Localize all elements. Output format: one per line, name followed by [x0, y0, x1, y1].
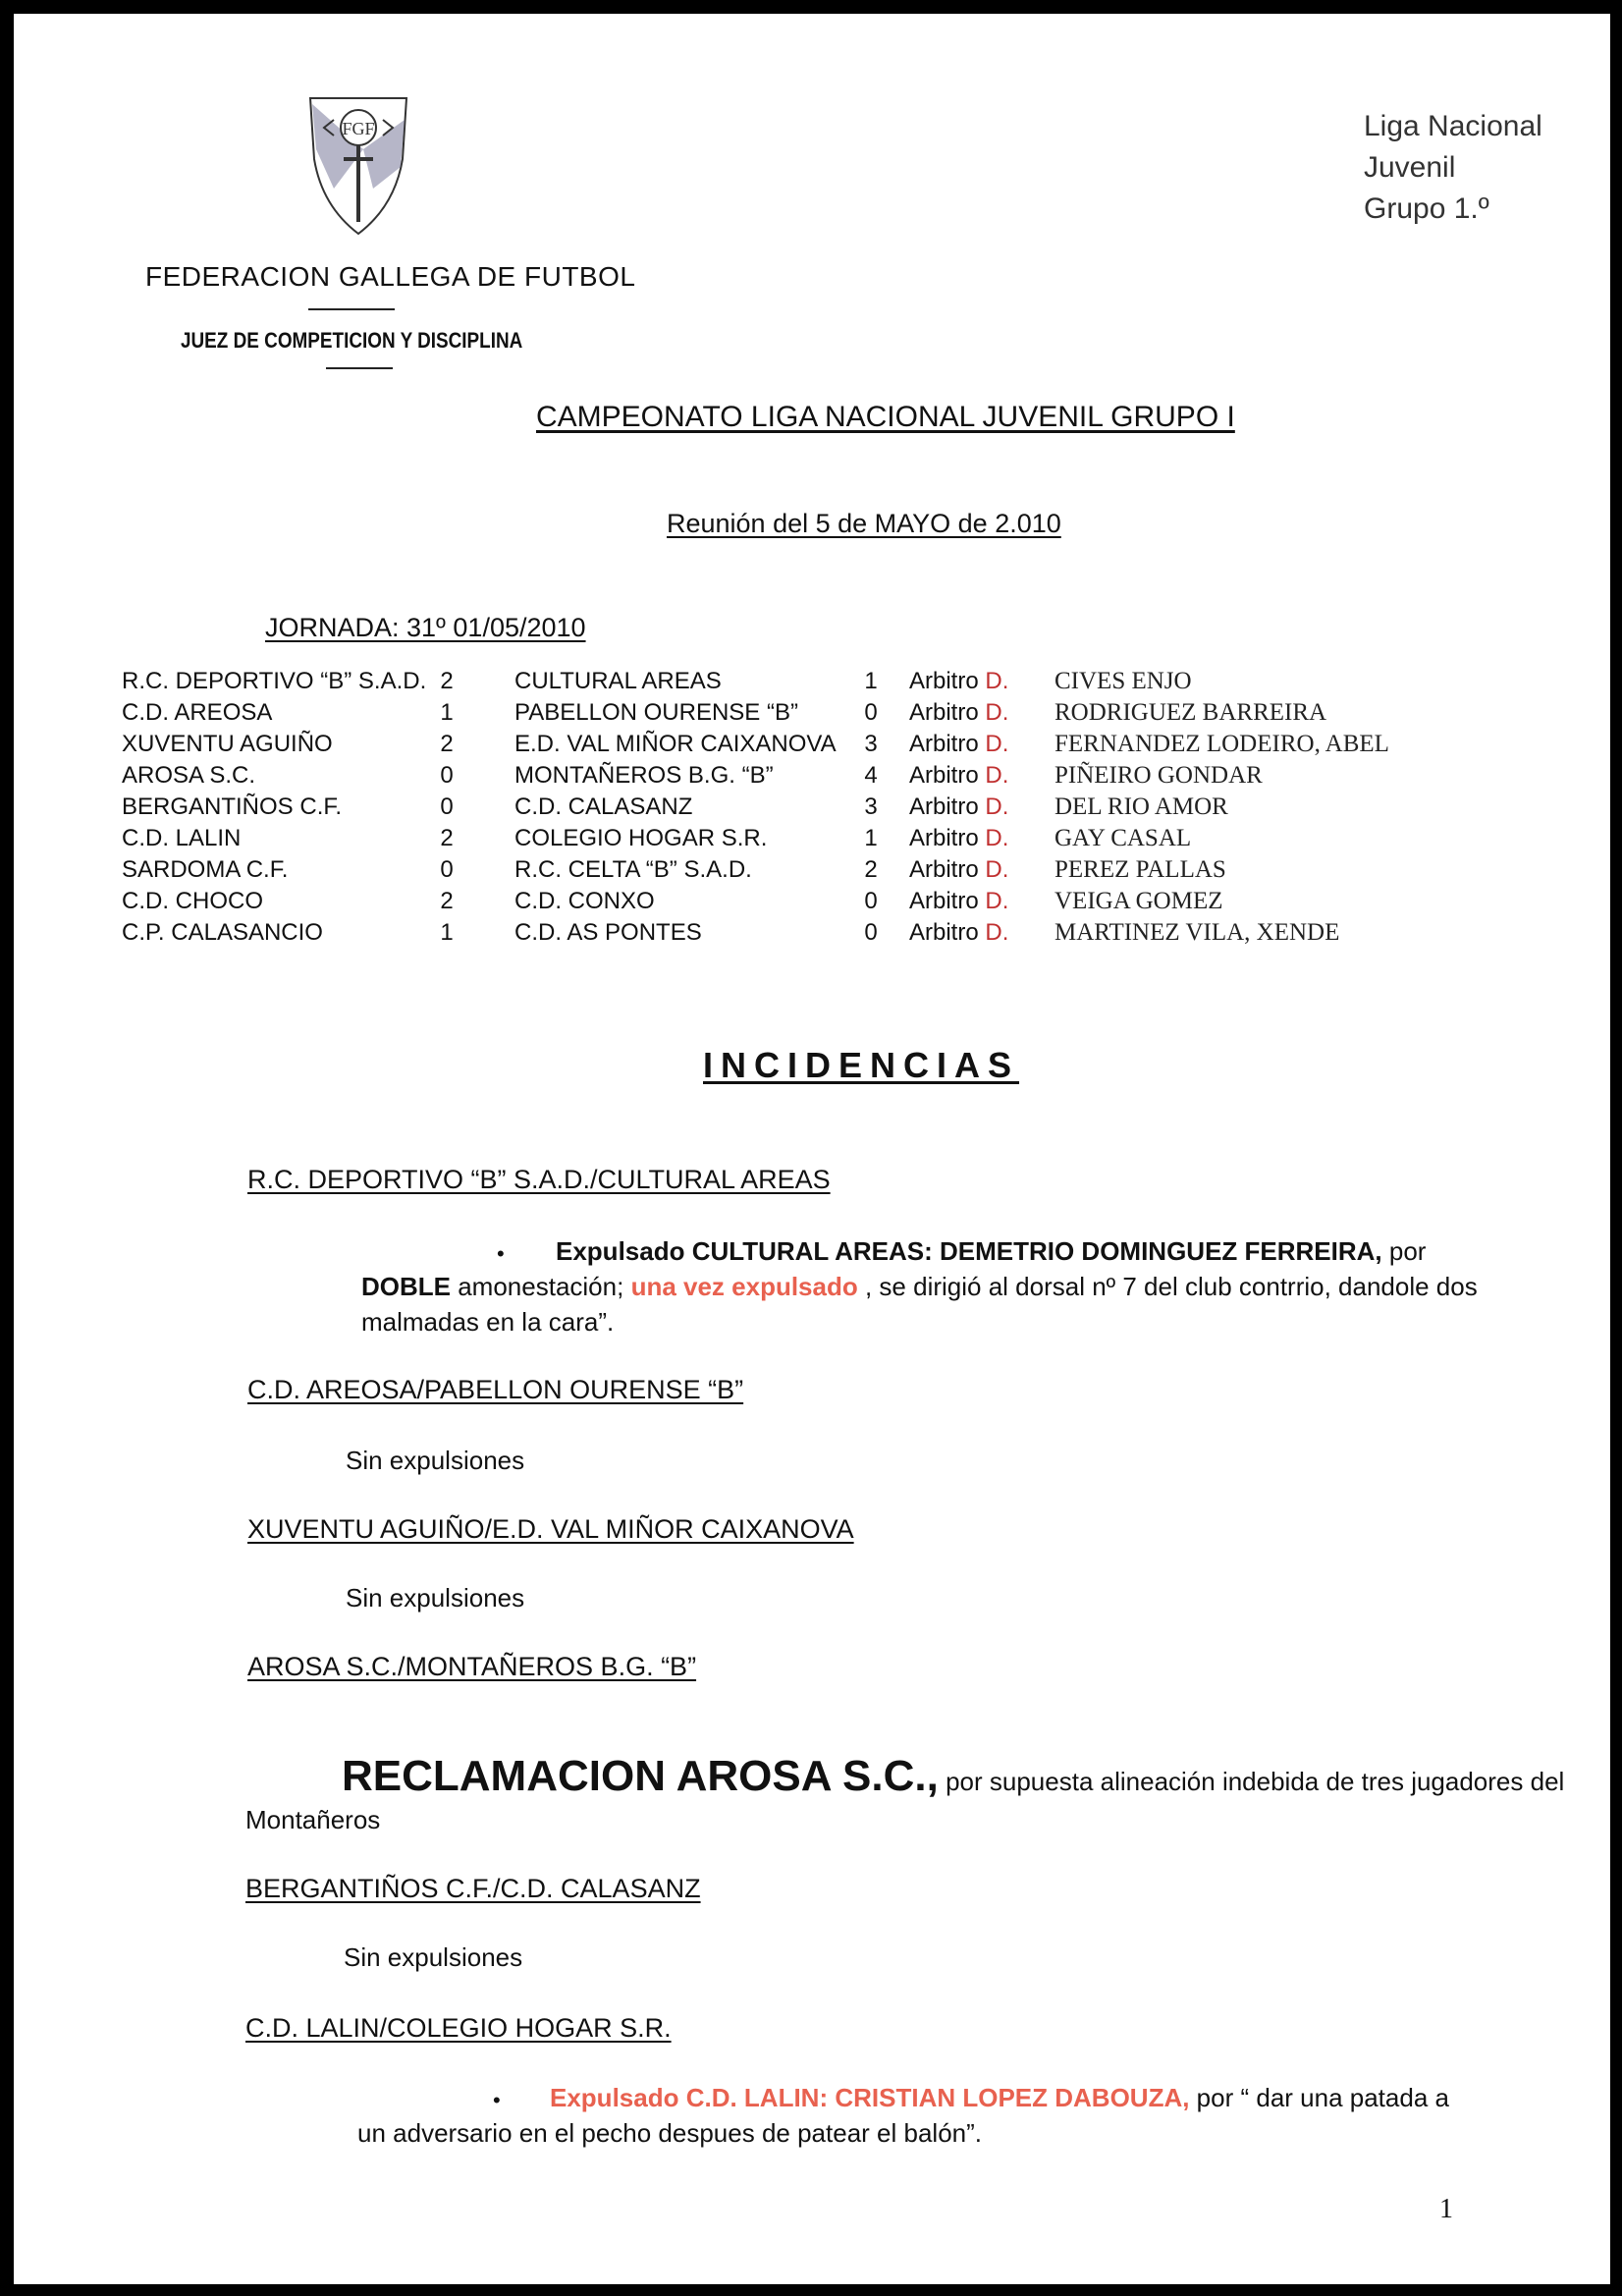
home-score: 0 — [440, 793, 454, 820]
away-team: R.C. CELTA “B” S.A.D. — [514, 856, 752, 883]
home-score: 0 — [440, 762, 454, 789]
referee-name: GAY CASAL — [1054, 825, 1192, 851]
jornada-heading: JORNADA: 31º 01/05/2010 — [265, 613, 586, 642]
referee-label: Arbitro D. — [909, 919, 1009, 946]
incident-text: por “ dar una patada a — [1189, 2083, 1449, 2112]
bullet: • — [497, 1241, 505, 1266]
away-team: C.D. AS PONTES — [514, 919, 702, 946]
no-expulsions-text: Sin expulsiones — [344, 1942, 523, 1972]
incident-line — [361, 1269, 1478, 1304]
no-expulsions-text: Sin expulsiones — [346, 1446, 525, 1475]
meeting-date: Reunión del 5 de MAYO de 2.010 — [667, 509, 1061, 538]
referee-name: PIÑEIRO GONDAR — [1054, 762, 1263, 789]
home-score: 2 — [440, 888, 454, 914]
referee-name: PEREZ PALLAS — [1054, 856, 1226, 883]
result-row — [14, 888, 1604, 919]
league-line: Liga Nacional — [1364, 110, 1542, 142]
incident-text: , se dirigió al dorsal nº 7 del club contrrio, dandole dos — [857, 1272, 1478, 1301]
referee-name: VEIGA GOMEZ — [1054, 888, 1223, 914]
league-line: Grupo 1.º — [1364, 192, 1489, 225]
referee-label: Arbitro D. — [909, 888, 1009, 914]
away-team: COLEGIO HOGAR S.R. — [514, 825, 768, 851]
result-row — [14, 668, 1604, 699]
document-title: CAMPEONATO LIGA NACIONAL JUVENIL GRUPO I — [536, 401, 1235, 433]
match-incident-title: AROSA S.C./MONTAÑEROS B.G. “B” — [247, 1652, 697, 1681]
home-team: SARDOMA C.F. — [122, 856, 289, 883]
league-line: Juvenil — [1364, 151, 1456, 184]
home-score: 2 — [440, 825, 454, 851]
expulsion-text: Expulsado C.D. LALIN: CRISTIAN LOPEZ DABOUZA, — [550, 2083, 1190, 2112]
home-score: 0 — [440, 856, 454, 883]
away-score: 1 — [864, 668, 878, 694]
home-score: 2 — [440, 668, 454, 694]
result-row — [14, 919, 1604, 951]
claim-line — [342, 1752, 1564, 1801]
away-score: 0 — [864, 919, 878, 946]
incident-line: malmadas en la cara”. — [361, 1307, 615, 1337]
referee-label: Arbitro D. — [909, 762, 1009, 789]
no-expulsions-text: Sin expulsiones — [346, 1583, 525, 1613]
home-team: C.D. AREOSA — [122, 699, 273, 726]
home-score: 1 — [440, 919, 454, 946]
home-team: BERGANTIÑOS C.F. — [122, 793, 343, 820]
federation-crest-logo — [304, 90, 412, 238]
page-number: 1 — [1439, 2194, 1453, 2224]
match-incident-title: R.C. DEPORTIVO “B” S.A.D./CULTURAL AREAS — [247, 1165, 831, 1194]
home-score: 2 — [440, 731, 454, 757]
away-score: 3 — [864, 793, 878, 820]
claim-text: Montañeros — [245, 1805, 381, 1834]
referee-label: Arbitro D. — [909, 699, 1009, 726]
away-score: 2 — [864, 856, 878, 883]
league-label — [1364, 106, 1599, 230]
referee-label: Arbitro D. — [909, 856, 1009, 883]
home-team: C.P. CALASANCIO — [122, 919, 323, 946]
home-team: R.C. DEPORTIVO “B” S.A.D. — [122, 668, 427, 694]
referee-name: FERNANDEZ LODEIRO, ABEL — [1054, 731, 1389, 757]
referee-name: RODRIGUEZ BARREIRA — [1054, 699, 1327, 726]
home-team: C.D. CHOCO — [122, 888, 263, 914]
match-incident-title: C.D. LALIN/COLEGIO HOGAR S.R. — [245, 2013, 672, 2043]
away-team: PABELLON OURENSE “B” — [514, 699, 798, 726]
expulsion-text: Expulsado CULTURAL AREAS: DEMETRIO DOMINGUEZ FERREIRA, — [556, 1236, 1382, 1266]
referee-label: Arbitro D. — [909, 825, 1009, 851]
away-score: 1 — [864, 825, 878, 851]
divider — [326, 367, 393, 369]
divider — [308, 308, 395, 310]
away-score: 4 — [864, 762, 878, 789]
referee-label: Arbitro D. — [909, 668, 1009, 694]
match-incident-title: BERGANTIÑOS C.F./C.D. CALASANZ — [245, 1874, 701, 1903]
match-incident-title: XUVENTU AGUIÑO/E.D. VAL MIÑOR CAIXANOVA — [247, 1514, 854, 1544]
away-score: 0 — [864, 699, 878, 726]
federation-name: FEDERACION GALLEGA DE FUTBOL — [145, 261, 636, 292]
result-row — [14, 699, 1604, 731]
referee-name: MARTINEZ VILA, XENDE — [1054, 919, 1340, 946]
incidencias-heading: INCIDENCIAS — [703, 1045, 1020, 1085]
incident-text: amonestación; — [451, 1272, 631, 1301]
away-score: 3 — [864, 731, 878, 757]
referee-label: Arbitro D. — [909, 793, 1009, 820]
home-team: XUVENTU AGUIÑO — [122, 731, 333, 757]
away-team: CULTURAL AREAS — [514, 668, 722, 694]
highlight-text: una vez expulsado — [630, 1272, 858, 1301]
referee-name: DEL RIO AMOR — [1054, 793, 1228, 820]
incident-line — [556, 1233, 1426, 1269]
document-page — [14, 14, 1610, 2284]
away-team: C.D. CONXO — [514, 888, 655, 914]
claim-text: por supuesta alineación indebida de tres jugadores del — [938, 1767, 1565, 1796]
claim-title: RECLAMACION AROSA S.C., — [342, 1752, 939, 1800]
referee-name: CIVES ENJO — [1054, 668, 1192, 694]
away-team: MONTAÑEROS B.G. “B” — [514, 762, 774, 789]
result-row — [14, 825, 1604, 856]
result-row — [14, 731, 1604, 762]
home-score: 1 — [440, 699, 454, 726]
referee-label: Arbitro D. — [909, 731, 1009, 757]
home-team: C.D. LALIN — [122, 825, 242, 851]
result-row — [14, 856, 1604, 888]
result-row — [14, 762, 1604, 793]
incident-text: por — [1381, 1236, 1427, 1266]
incident-text: DOBLE — [361, 1272, 451, 1301]
away-team: E.D. VAL MIÑOR CAIXANOVA — [514, 731, 837, 757]
away-score: 0 — [864, 888, 878, 914]
svg-text:FGF: FGF — [342, 119, 375, 138]
home-team: AROSA S.C. — [122, 762, 256, 789]
committee-name: JUEZ DE COMPETICION Y DISCIPLINA — [181, 328, 523, 353]
match-incident-title: C.D. AREOSA/PABELLON OURENSE “B” — [247, 1375, 744, 1404]
result-row — [14, 793, 1604, 825]
incident-line: un adversario en el pecho despues de patear el balón”. — [357, 2118, 982, 2148]
away-team: C.D. CALASANZ — [514, 793, 693, 820]
incident-line — [550, 2080, 1449, 2115]
bullet: • — [493, 2088, 501, 2112]
